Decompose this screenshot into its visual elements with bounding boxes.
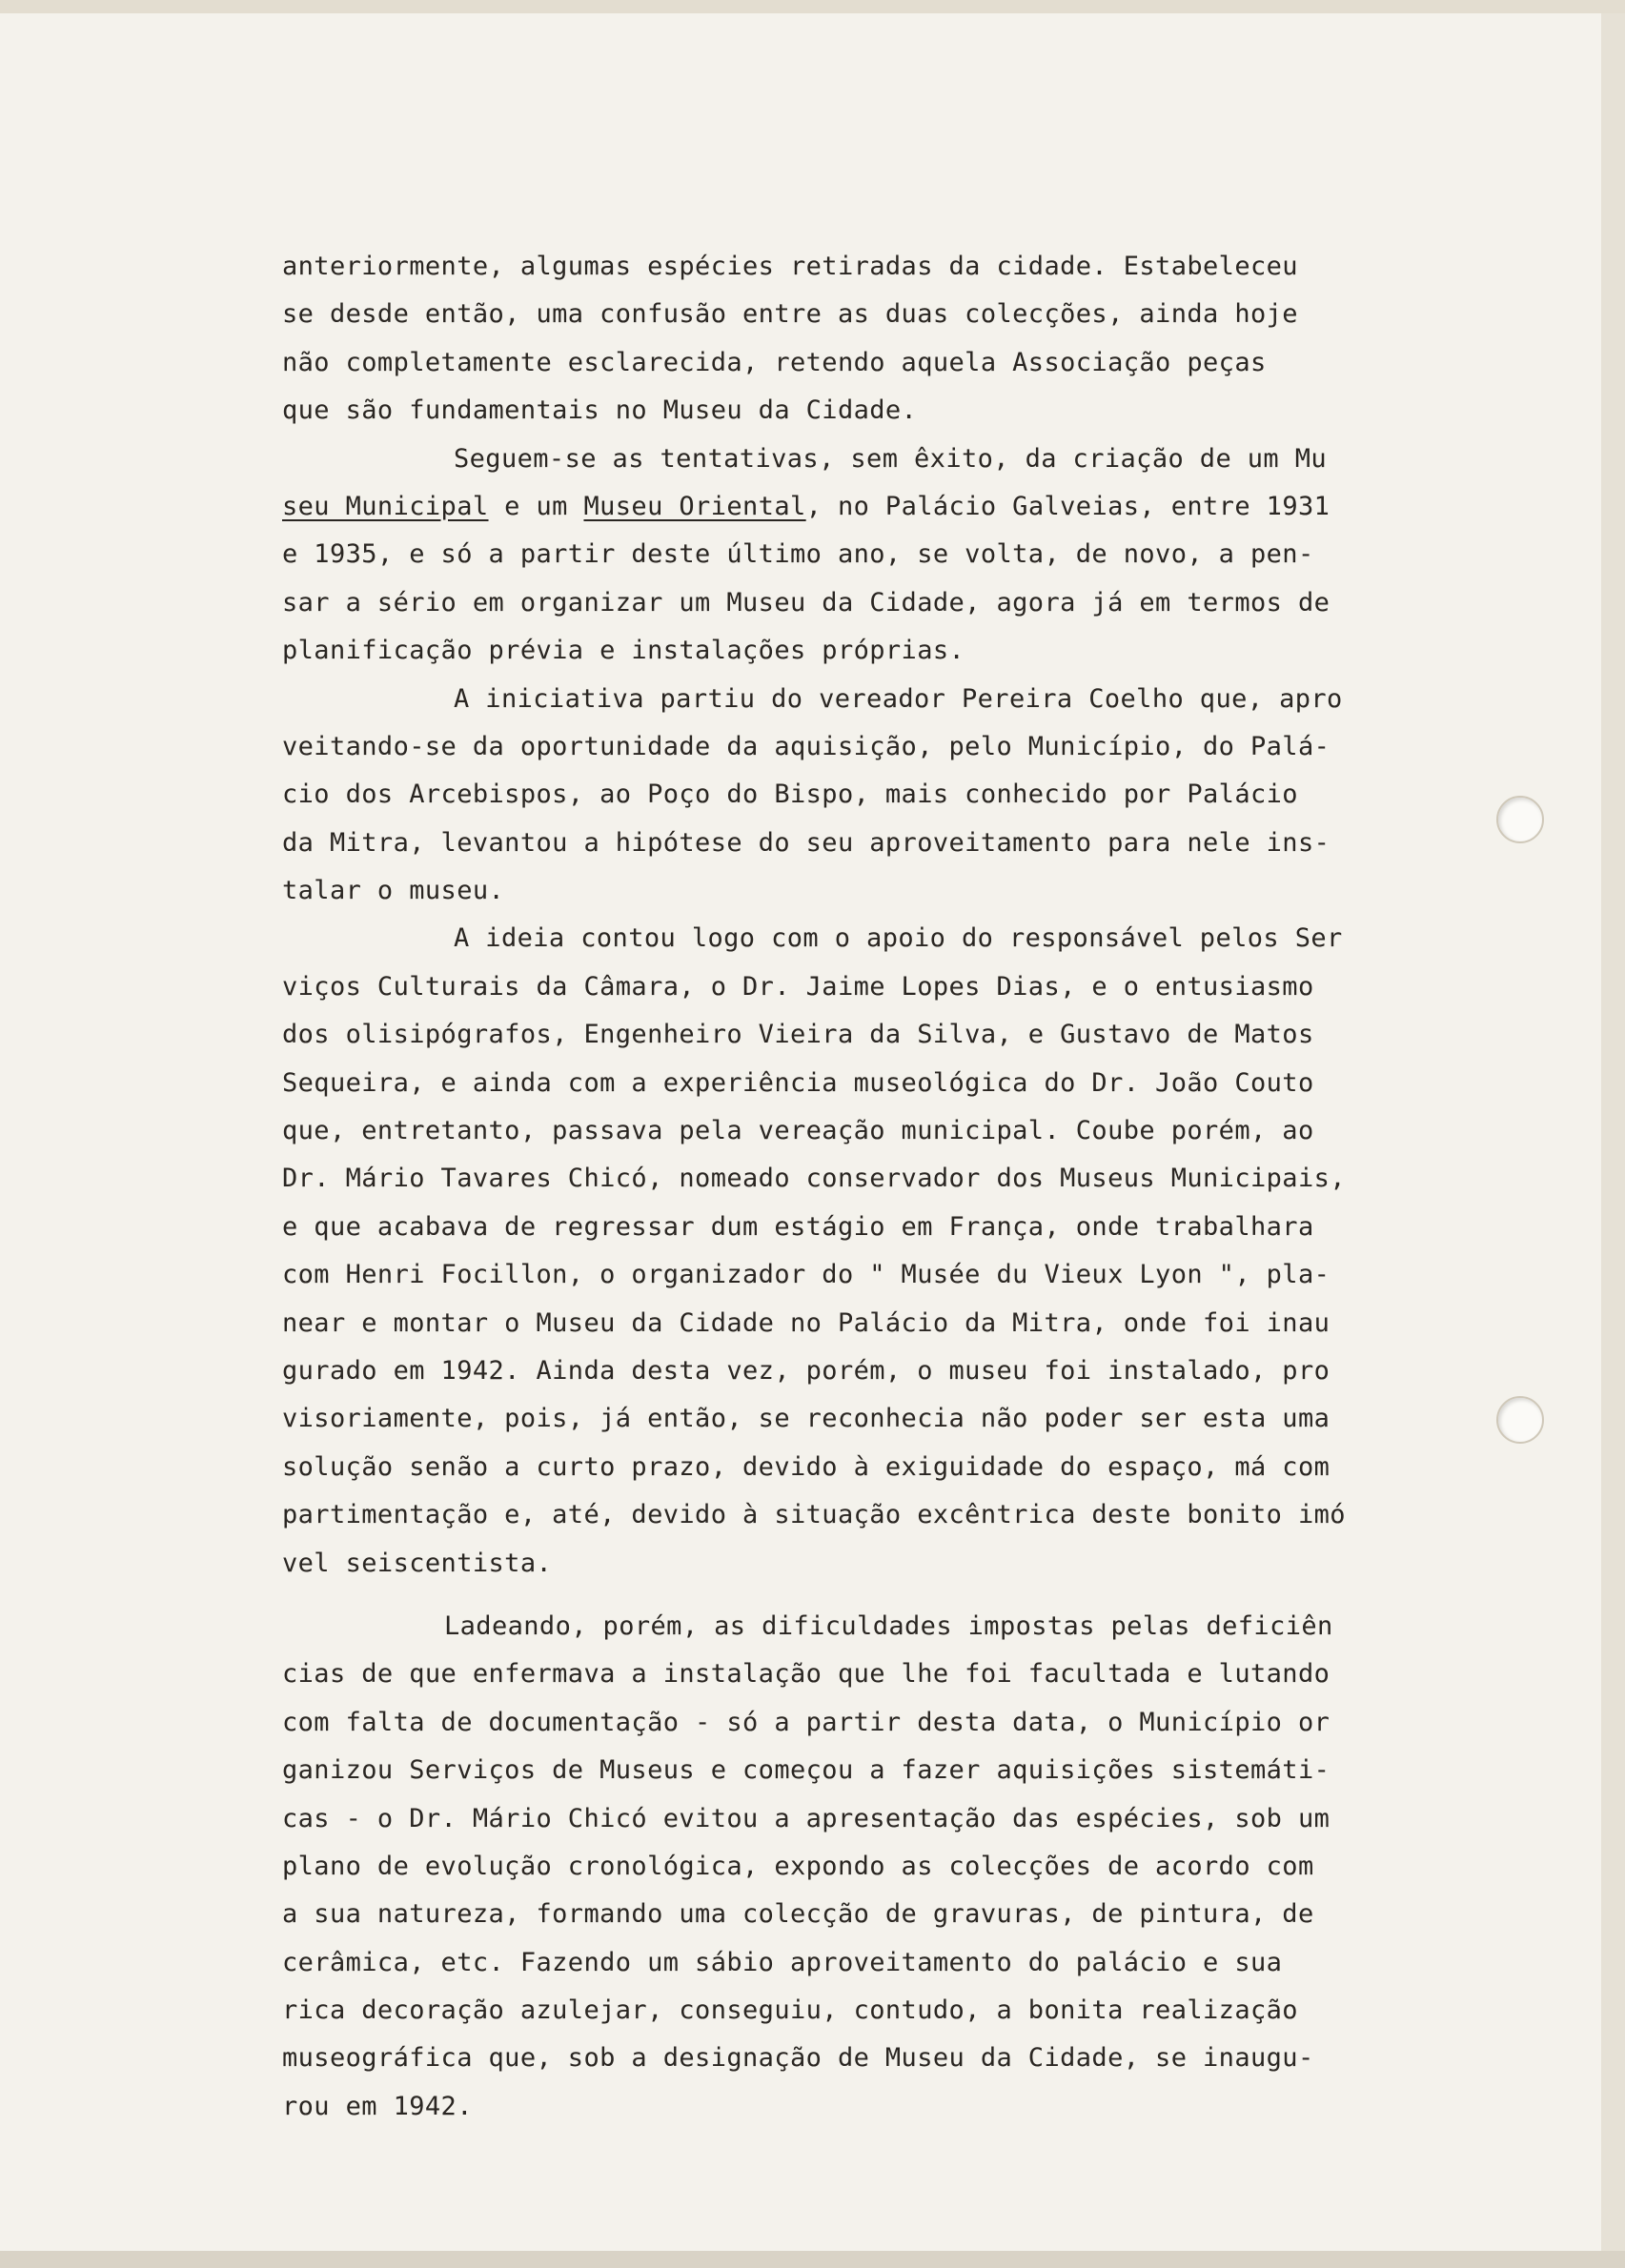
text-line: gurado em 1942. Ainda desta vez, porém, o museu foi instalado, pro bbox=[282, 1355, 1330, 1386]
text-line: rou em 1942. bbox=[282, 2091, 473, 2121]
text-fragment: e um bbox=[488, 491, 584, 521]
text-line: plano de evolução cronológica, expondo as colecções de acordo com bbox=[282, 1851, 1314, 1881]
text-line: A ideia contou logo com o apoio do responsável pelos Ser bbox=[454, 923, 1343, 954]
text-line bbox=[282, 483, 1407, 531]
sheet-edge-right bbox=[1601, 0, 1625, 2268]
text-line: com Henri Focillon, o organizador do " Musée du Vieux Lyon ", pla- bbox=[282, 1260, 1330, 1290]
text-line: que são fundamentais no Museu da Cidade. bbox=[282, 395, 918, 426]
text-line: Seguem-se as tentativas, sem êxito, da criação de um Mu bbox=[454, 443, 1328, 474]
text-line: Sequeira, e ainda com a experiência museológica do Dr. João Couto bbox=[282, 1067, 1314, 1098]
text-line: talar o museu. bbox=[282, 876, 505, 906]
text-line: vel seiscentista. bbox=[282, 1548, 553, 1578]
underlined-museu-municipal: seu Municipal bbox=[282, 491, 489, 521]
text-line: planificação prévia e instalações próprias. bbox=[282, 636, 965, 666]
text-line: museográfica que, sob a designação de Museu da Cidade, se inaugu- bbox=[282, 2043, 1314, 2074]
text-line: não completamente esclarecida, retendo aquela Associação peças bbox=[282, 347, 1267, 377]
text-line: se desde então, uma confusão entre as duas colecções, ainda hoje bbox=[282, 299, 1298, 330]
underlined-museu-oriental: Museu Oriental bbox=[583, 491, 806, 521]
text-line: cio dos Arcebispos, ao Poço do Bispo, mais conhecido por Palácio bbox=[282, 780, 1298, 810]
typed-text-body bbox=[282, 243, 1407, 2131]
text-line: visoriamente, pois, já então, se reconhecia não poder ser esta uma bbox=[282, 1404, 1330, 1434]
text-line: ganizou Serviços de Museus e começou a fazer aquisições sistemáti- bbox=[282, 1755, 1330, 1786]
text-line: viços Culturais da Câmara, o Dr. Jaime Lopes Dias, e o entusiasmo bbox=[282, 971, 1314, 1002]
text-line: dos olisipógrafos, Engenheiro Vieira da Silva, e Gustavo de Matos bbox=[282, 1020, 1314, 1050]
text-line: Ladeando, porém, as dificuldades impostas pelas deficiên bbox=[444, 1610, 1333, 1641]
sheet-edge-bottom bbox=[0, 2251, 1625, 2268]
text-fragment: , no Palácio Galveias, entre 1931 bbox=[805, 491, 1330, 521]
text-line: solução senão a curto prazo, devido à exiguidade do espaço, má com bbox=[282, 1451, 1330, 1482]
text-line: A iniciativa partiu do vereador Pereira Coelho que, apro bbox=[454, 683, 1343, 714]
text-line: e que acabava de regressar dum estágio em França, onde trabalhara bbox=[282, 1211, 1314, 1242]
text-line: e 1935, e só a partir deste último ano, se volta, de novo, a pen- bbox=[282, 539, 1314, 570]
text-line: que, entretanto, passava pela vereação municipal. Coube porém, ao bbox=[282, 1116, 1314, 1146]
text-line: cias de que enfermava a instalação que lhe foi facultada e lutando bbox=[282, 1659, 1330, 1690]
punch-hole bbox=[1496, 1396, 1544, 1444]
text-line: cerâmica, etc. Fazendo um sábio aproveitamento do palácio e sua bbox=[282, 1947, 1283, 1977]
text-line: anteriormente, algumas espécies retiradas da cidade. Estabeleceu bbox=[282, 252, 1298, 281]
text-line: da Mitra, levantou a hipótese do seu aproveitamento para nele ins- bbox=[282, 827, 1330, 858]
text-line: com falta de documentação - só a partir desta data, o Município or bbox=[282, 1707, 1330, 1737]
text-line: sar a sério em organizar um Museu da Cidade, agora já em termos de bbox=[282, 587, 1330, 618]
punch-hole bbox=[1496, 796, 1544, 843]
text-line: cas - o Dr. Mário Chicó evitou a apresentação das espécies, sob um bbox=[282, 1803, 1330, 1833]
text-line: Dr. Mário Tavares Chicó, nomeado conservador dos Museus Municipais, bbox=[282, 1164, 1346, 1194]
text-line: rica decoração azulejar, conseguiu, contudo, a bonita realização bbox=[282, 1995, 1298, 2026]
text-line: near e montar o Museu da Cidade no Palácio da Mitra, onde foi inau bbox=[282, 1307, 1330, 1338]
text-line: a sua natureza, formando uma colecção de gravuras, de pintura, de bbox=[282, 1899, 1314, 1930]
top-border bbox=[0, 0, 1625, 13]
text-line: partimentação e, até, devido à situação excêntrica deste bonito imó bbox=[282, 1500, 1346, 1530]
text-line: veitando-se da oportunidade da aquisição, pelo Município, do Palá- bbox=[282, 731, 1330, 761]
